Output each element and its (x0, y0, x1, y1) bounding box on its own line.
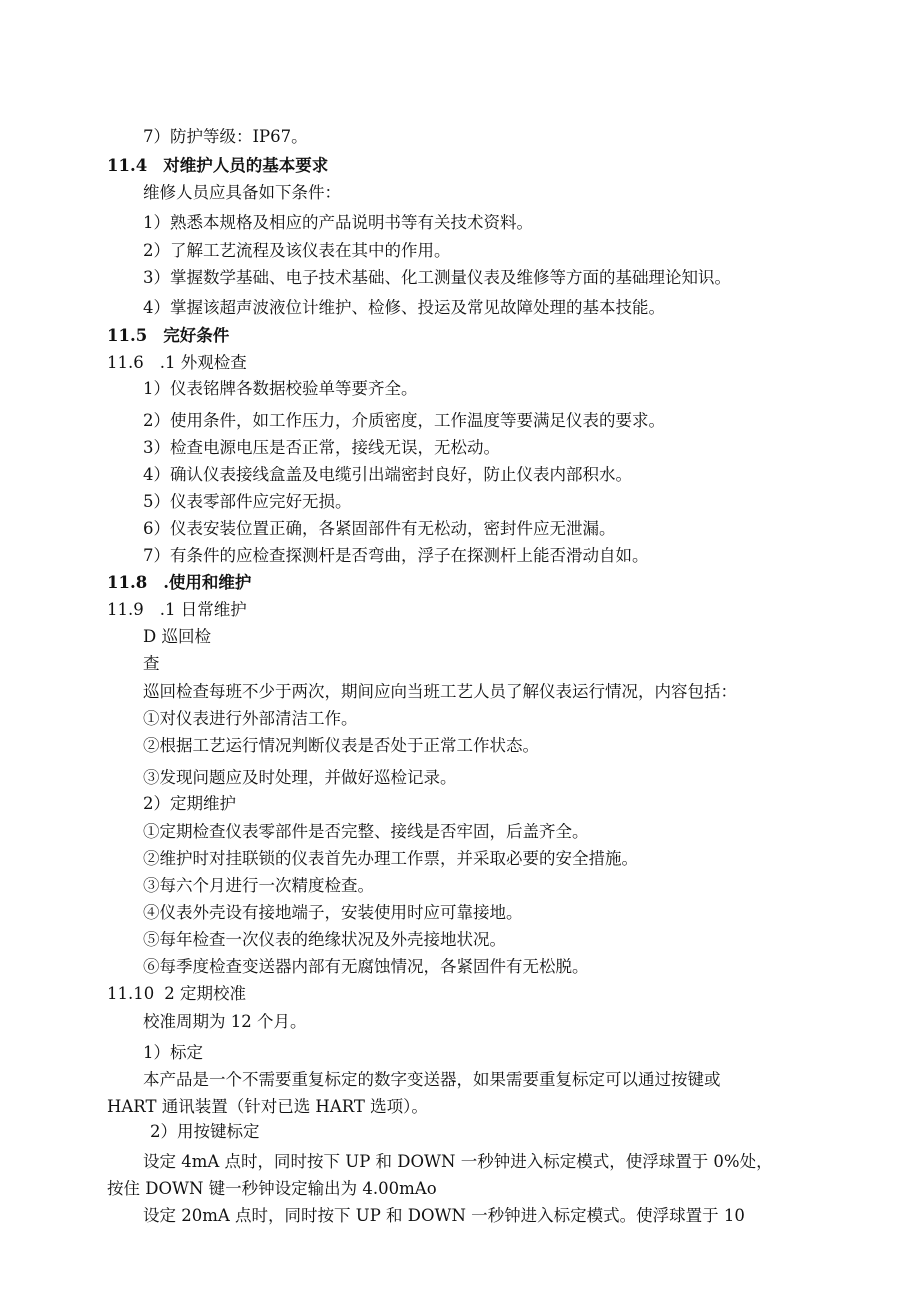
section-number: 11.4 (107, 156, 148, 175)
list-item: 6）仪表安装位置正确，各紧固部件有无松动，密封件应无泄漏。 (143, 519, 616, 538)
list-item: ②根据工艺运行情况判断仪表是否处于正常工作状态。 (143, 736, 539, 755)
list-item: 3）掌握数学基础、电子技术基础、化工测量仪表及维修等方面的基础理论知识。 (143, 268, 731, 287)
list-item: 7）有条件的应检查探测杆是否弯曲，浮子在探测杆上能否滑动自如。 (143, 546, 649, 565)
section-heading (107, 983, 246, 1005)
list-item: 3）检查电源电压是否正常，接线无误，无松动。 (143, 438, 500, 457)
list-item: ③每六个月进行一次精度检查。 (143, 876, 374, 895)
section-title: 完好条件 (163, 326, 230, 345)
list-item: ②维护时对挂联锁的仪表首先办理工作票，并采取必要的安全措施。 (143, 849, 638, 868)
list-item: 5）仪表零部件应完好无损。 (143, 492, 352, 511)
section-heading (107, 599, 247, 621)
section-heading (107, 572, 251, 594)
subheading: 1）标定 (143, 1043, 203, 1062)
list-item: 1）仪表铭牌各数据校验单等要齐全。 (143, 379, 418, 398)
list-item: ①对仪表进行外部清洁工作。 (143, 709, 358, 728)
list-item: ⑤每年检查一次仪表的绝缘状况及外壳接地状况。 (143, 930, 506, 949)
list-item: 7）防护等级：IP67。 (143, 127, 308, 146)
subheading: D 巡回检 (143, 627, 211, 646)
paragraph: 本产品是一个不需要重复标定的数字变送器，如果需要重复标定可以通过按键或 (143, 1070, 721, 1089)
paragraph: 维修人员应具备如下条件： (143, 183, 341, 202)
section-heading (107, 325, 229, 347)
list-item: 4）掌握该超声波液位计维护、检修、投运及常见故障处理的基本技能。 (143, 298, 665, 317)
section-title: .使用和维护 (163, 573, 252, 592)
section-heading (107, 352, 247, 374)
list-item: 2）使用条件，如工作压力，介质密度，工作温度等要满足仪表的要求。 (143, 411, 665, 430)
list-item: ①定期检查仪表零部件是否完整、接线是否牢固，后盖齐全。 (143, 822, 589, 841)
section-title: 对维护人员的基本要求 (163, 156, 329, 175)
section-number: 11.9 (107, 600, 144, 619)
paragraph: 按住 DOWN 键一秒钟设定输出为 4.00mAo (107, 1179, 437, 1198)
subheading: 查 (143, 654, 160, 673)
subheading: 2）定期维护 (143, 794, 236, 813)
list-item: ⑥每季度检查变送器内部有无腐蚀情况，各紧固件有无松脱。 (143, 957, 589, 976)
section-title: 2 定期校准 (164, 984, 246, 1003)
list-item: 4）确认仪表接线盒盖及电缆引出端密封良好，防止仪表内部积水。 (143, 465, 632, 484)
section-number: 11.8 (107, 573, 148, 592)
list-item: ③发现问题应及时处理，并做好巡检记录。 (143, 768, 457, 787)
list-item: 1）熟悉本规格及相应的产品说明书等有关技术资料。 (143, 213, 533, 232)
section-number: 11.10 (107, 984, 155, 1003)
subheading: 2）用按键标定 (150, 1122, 260, 1141)
paragraph: 设定 4mA 点时，同时按下 UP 和 DOWN 一秒钟进入标定模式，使浮球置于 0%处， (143, 1152, 773, 1171)
paragraph: 巡回检查每班不少于两次，期间应向当班工艺人员了解仪表运行情况，内容包括： (143, 682, 737, 701)
section-number: 11.6 (107, 353, 144, 372)
section-title: .1 外观检查 (159, 353, 247, 372)
section-heading (107, 155, 328, 177)
section-number: 11.5 (107, 326, 148, 345)
paragraph: 校准周期为 12 个月。 (143, 1012, 307, 1031)
paragraph: HART 通讯装置（针对已选 HART 选项）。 (107, 1097, 428, 1116)
section-title: .1 日常维护 (159, 600, 247, 619)
list-item: 2）了解工艺流程及该仪表在其中的作用。 (143, 241, 451, 260)
paragraph: 设定 20mA 点时，同时按下 UP 和 DOWN 一秒钟进入标定模式。使浮球置于 10 (143, 1206, 745, 1225)
list-item: ④仪表外壳设有接地端子，安装使用时应可靠接地。 (143, 903, 523, 922)
